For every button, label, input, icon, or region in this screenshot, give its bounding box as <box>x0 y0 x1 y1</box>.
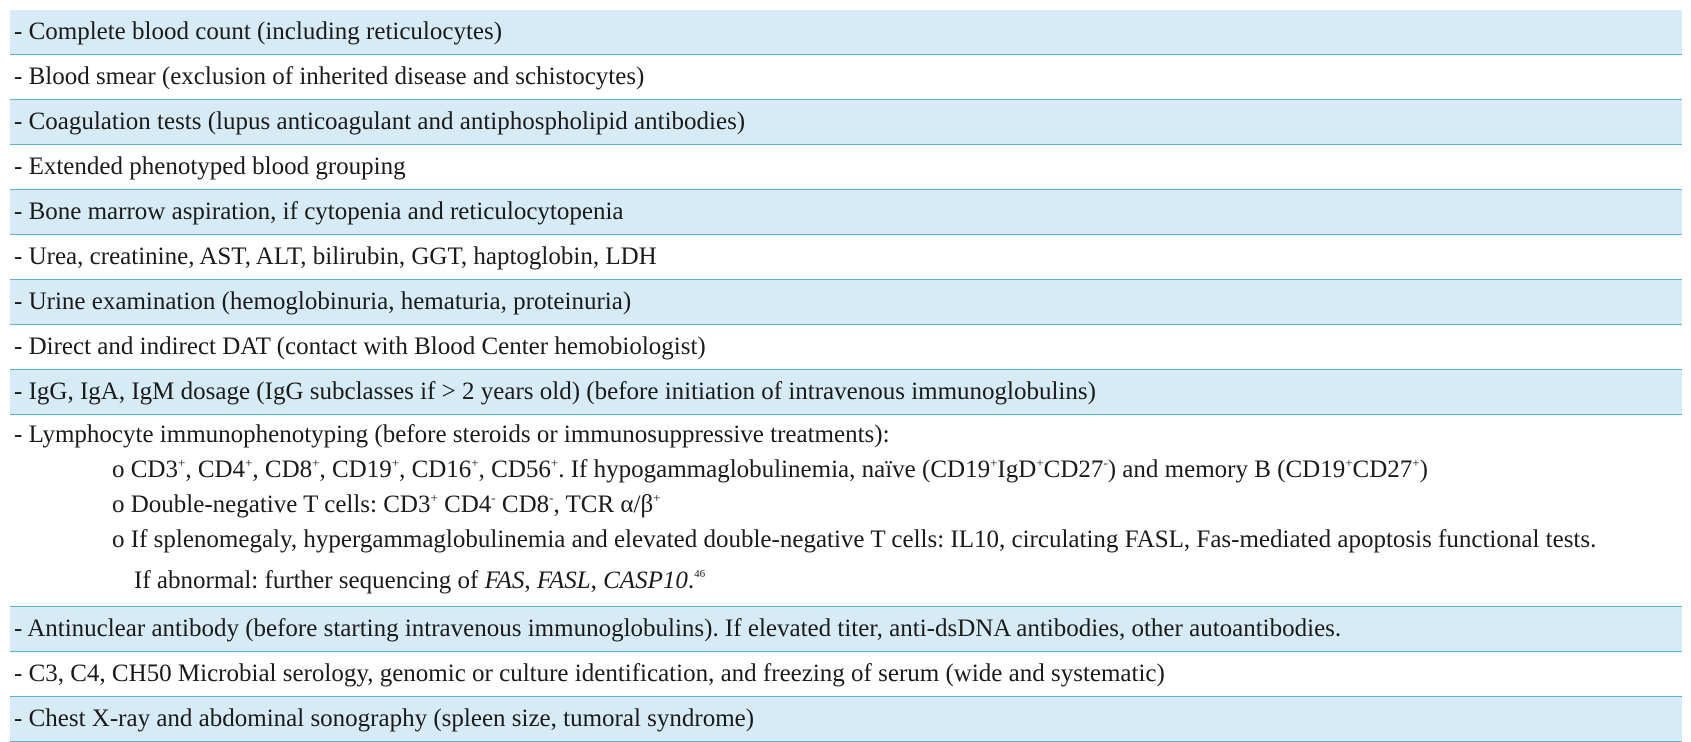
table-row <box>10 55 1682 100</box>
row-text: - Antinuclear antibody (before starting intravenous immunoglobulins). If elevated titer, anti-dsDNA antibodies, other autoantibodies. <box>14 615 1342 642</box>
table-row <box>10 652 1682 697</box>
marker: TCR α/β <box>565 491 654 518</box>
row-text: - Extended phenotyped blood grouping <box>14 153 406 180</box>
sign: - <box>491 490 496 505</box>
sign: + <box>430 490 438 505</box>
sign: - <box>549 490 554 505</box>
marker: CD4 <box>444 491 492 518</box>
sub-item-double-negative: o Double-negative T cells: CD3+ CD4- CD8-, TCR α/β+ <box>112 490 661 518</box>
table-row <box>10 190 1682 235</box>
sign: + <box>653 490 661 505</box>
sub-text: ) <box>1419 456 1428 483</box>
bullet: o <box>112 491 125 518</box>
bullet: o <box>112 526 125 553</box>
sign: + <box>990 455 998 470</box>
marker: CD16 <box>411 456 472 483</box>
table-row <box>10 607 1682 652</box>
table-row-immunophenotyping <box>10 415 1682 607</box>
sign: + <box>550 455 559 470</box>
table-row <box>10 100 1682 145</box>
row-text: - Complete blood count (including reticulocytes) <box>14 18 503 45</box>
sub-text: Double-negative T cells: CD3 <box>130 491 431 518</box>
sign: + <box>177 455 186 470</box>
sub-item-markers: o CD3+, CD4+, CD8+, CD19+, CD16+, CD56+. If hypogammaglobulinemia, naïve (CD19+IgD+CD27-) and memory B (CD19+CD27+) <box>112 455 1428 483</box>
marker: CD3 <box>130 456 178 483</box>
table-row <box>10 370 1682 415</box>
sub-text: ) and memory B (CD19 <box>1107 456 1346 483</box>
row-text: - Direct and indirect DAT (contact with Blood Center hemobiologist) <box>14 333 706 360</box>
sign: + <box>391 455 400 470</box>
row-text: - Urine examination (hemoglobinuria, hematuria, proteinuria) <box>14 288 632 315</box>
sign: + <box>1345 455 1353 470</box>
sub-text: If splenomegaly, hypergammaglobulinemia and elevated double-negative T cells: IL10, circulating FASL, Fas-mediated apoptosis functional tests. <box>130 526 1597 553</box>
marker: CD56 <box>491 456 551 483</box>
row-text: - Lymphocyte immunophenotyping (before steroids or immunosuppressive treatments): <box>14 421 890 448</box>
sign: + <box>312 455 320 470</box>
table-row <box>10 280 1682 325</box>
marker: CD19 <box>331 456 392 483</box>
table-row <box>10 325 1682 370</box>
reference-superscript: 46 <box>694 568 706 580</box>
marker: CD4 <box>197 456 246 483</box>
sign: + <box>245 455 253 470</box>
gene: FAS <box>484 567 525 594</box>
workup-table <box>10 10 1682 742</box>
table-row <box>10 697 1682 742</box>
marker: CD27 <box>1043 456 1104 483</box>
table-row <box>10 145 1682 190</box>
marker: CD8 <box>501 491 550 518</box>
marker: CD8 <box>264 456 313 483</box>
gene: CASP10 <box>603 567 688 594</box>
sub-item-splenomegaly <box>14 522 1682 598</box>
sign: + <box>1036 455 1044 470</box>
marker: IgD <box>997 456 1037 483</box>
row-text: - Urea, creatinine, AST, ALT, bilirubin, GGT, haptoglobin, LDH <box>14 243 657 270</box>
table-row <box>10 235 1682 280</box>
row-text: - Chest X-ray and abdominal sonography (spleen size, tumoral syndrome) <box>14 705 755 732</box>
sign: + <box>471 455 479 470</box>
table-row <box>10 10 1682 55</box>
sub-item-continuation: If abnormal: further sequencing of FAS, FASL, CASP10.46 <box>134 567 706 594</box>
row-text: - Coagulation tests (lupus anticoagulant and antiphospholipid antibodies) <box>14 108 746 135</box>
sub-text: If hypogammaglobulinemia, naïve (CD19 <box>570 456 991 483</box>
sign: + <box>1412 455 1420 470</box>
row-text: - Bone marrow aspiration, if cytopenia and reticulocytopenia <box>14 198 624 225</box>
row-text: - Blood smear (exclusion of inherited disease and schistocytes) <box>14 63 645 90</box>
sub-text: If abnormal: further sequencing of <box>134 567 485 594</box>
sign: - <box>1103 455 1108 470</box>
row-text: - IgG, IgA, IgM dosage (IgG subclasses if > 2 years old) (before initiation of intravenous immunoglobulins) <box>14 378 1096 405</box>
row-text: - C3, C4, CH50 Microbial serology, genomic or culture identification, and freezing of serum (wide and systematic) <box>14 660 1165 687</box>
gene: FASL <box>536 567 591 594</box>
bullet: o <box>112 456 125 483</box>
marker: CD27 <box>1352 456 1413 483</box>
